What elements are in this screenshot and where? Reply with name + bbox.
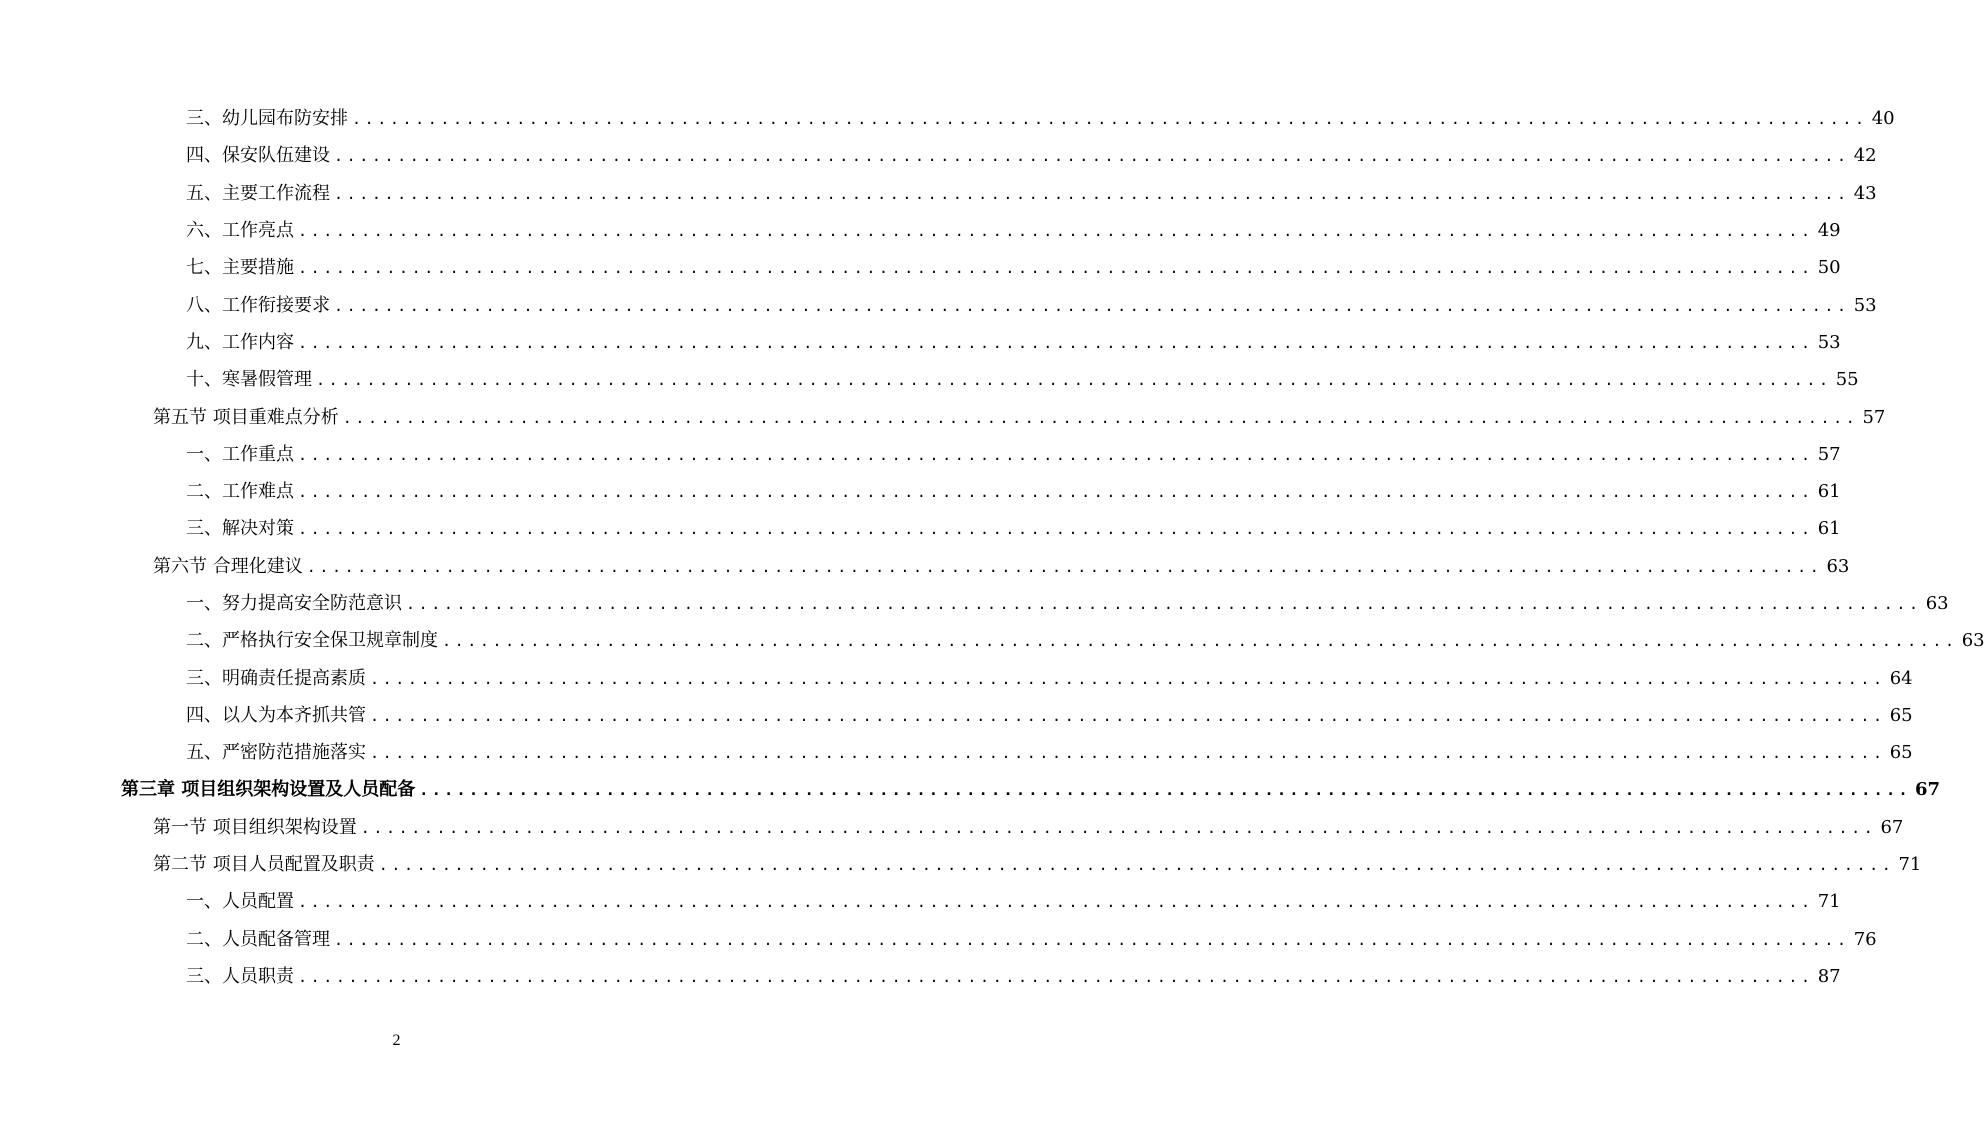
toc-entry-page: 42 <box>1853 145 1877 167</box>
toc-entry-page: 67 <box>1914 779 1941 801</box>
dot-leader: ........................................................................................................................ <box>298 893 1814 912</box>
toc-entry-title: 第六节 合理化建议 <box>153 555 303 577</box>
dot-leader: ........................................................................................................................ <box>298 967 1814 986</box>
toc-entry-page: 64 <box>1889 667 1913 689</box>
toc-entry-title: 九、工作内容 <box>186 331 294 353</box>
toc-entry-page: 87 <box>1817 965 1841 987</box>
dot-leader: ........................................................................................................................ <box>370 744 1886 763</box>
toc-entry-title: 八、工作衔接要求 <box>186 294 330 316</box>
toc-entry-page: 71 <box>1817 891 1841 913</box>
toc-entry-title: 一、工作重点 <box>186 443 294 465</box>
dot-leader: ........................................................................................................................ <box>334 930 1850 949</box>
toc-section-entry <box>0 398 1886 435</box>
dot-leader: ........................................................................................................................ <box>298 222 1814 241</box>
dot-leader: ........................................................................................................................ <box>370 706 1886 725</box>
toc-entry-page: 61 <box>1817 481 1841 503</box>
toc-entry-title: 三、幼儿园布防安排 <box>186 108 348 130</box>
toc-item-entry <box>0 921 1877 958</box>
dot-leader: ........................................................................................................................ <box>334 147 1850 166</box>
toc-entry-page: 63 <box>1925 593 1949 614</box>
dot-leader: ........................................................................................................................ <box>298 333 1814 352</box>
toc-entry-title: 四、以人为本齐抓共管 <box>186 704 366 726</box>
dot-leader: ........................................................................................................................ <box>298 259 1814 278</box>
toc-entry-page: 43 <box>1853 182 1877 204</box>
toc-item-entry <box>0 436 1841 473</box>
toc-entry-title: 一、努力提高安全防范意识 <box>186 593 402 614</box>
page-number: 2 <box>392 1032 401 1049</box>
toc-entry-title: 第一节 项目组织架构设置 <box>153 816 357 838</box>
toc-entry-page: 63 <box>1961 630 1985 652</box>
dot-leader: ........................................................................................................................ <box>406 595 1922 613</box>
toc-section-entry <box>0 809 1904 846</box>
toc-section-entry <box>0 548 1850 585</box>
toc-entry-title: 五、主要工作流程 <box>186 182 330 204</box>
dot-leader: ........................................................................................................................ <box>298 520 1814 539</box>
dot-leader: ........................................................................................................................ <box>360 818 1877 837</box>
toc-entry-page: 63 <box>1826 555 1850 577</box>
toc-entry-page: 65 <box>1889 704 1913 726</box>
toc-entry-title: 二、严格执行安全保卫规章制度 <box>186 630 438 652</box>
toc-chapter-entry <box>0 771 1941 808</box>
toc-entry-page: 71 <box>1898 854 1922 876</box>
toc-entry-page: 61 <box>1817 518 1841 540</box>
toc-entry-page: 55 <box>1835 369 1859 391</box>
dot-leader: ........................................................................................................................ <box>370 669 1886 688</box>
toc-item-entry <box>0 100 1895 137</box>
toc-entry-page: 50 <box>1817 257 1841 279</box>
dot-leader: ........................................................................................................................ <box>334 184 1850 203</box>
dot-leader: ........................................................................................................................ <box>342 408 1859 427</box>
toc-entry-title: 十、寒暑假管理 <box>186 369 312 391</box>
dot-leader: ........................................................................................................................ <box>306 557 1823 576</box>
toc-entry-page: 67 <box>1880 816 1904 838</box>
toc-entry-page: 49 <box>1817 220 1841 242</box>
dot-leader: ........................................................................................................................ <box>298 445 1814 464</box>
toc-entry-title: 六、工作亮点 <box>186 220 294 242</box>
table-of-contents <box>0 100 1985 995</box>
toc-section-entry <box>0 846 1922 883</box>
toc-entry-title: 三、解决对策 <box>186 518 294 540</box>
toc-entry-title: 第二节 项目人员配置及职责 <box>153 854 375 876</box>
dot-leader: ........................................................................................................................ <box>419 781 1911 800</box>
toc-entry-page: 57 <box>1862 406 1886 428</box>
toc-item-entry <box>0 585 1949 622</box>
dot-leader: ........................................................................................................................ <box>316 371 1832 390</box>
toc-entry-page: 65 <box>1889 742 1913 764</box>
toc-entry-title: 第三章 项目组织架构设置及人员配备 <box>121 779 416 801</box>
toc-item-entry <box>0 324 1841 361</box>
toc-item-entry <box>0 286 1877 323</box>
dot-leader: ........................................................................................................................ <box>442 632 1958 651</box>
toc-entry-page: 57 <box>1817 443 1841 465</box>
toc-entry-title: 第五节 项目重难点分析 <box>153 406 339 428</box>
toc-item-entry <box>0 249 1841 286</box>
toc-item-entry <box>0 175 1877 212</box>
toc-entry-title: 五、严密防范措施落实 <box>186 742 366 764</box>
toc-item-entry <box>0 212 1841 249</box>
toc-item-entry <box>0 734 1913 771</box>
toc-entry-page: 53 <box>1817 331 1841 353</box>
dot-leader: ........................................................................................................................ <box>334 296 1850 315</box>
dot-leader: ........................................................................................................................ <box>298 483 1814 502</box>
toc-entry-page: 40 <box>1871 108 1895 130</box>
toc-entry-title: 三、人员职责 <box>186 965 294 987</box>
toc-entry-title: 七、主要措施 <box>186 257 294 279</box>
toc-entry-title: 二、工作难点 <box>186 481 294 503</box>
toc-entry-page: 53 <box>1853 294 1877 316</box>
toc-entry-title: 一、人员配置 <box>186 891 294 913</box>
toc-item-entry <box>0 473 1841 510</box>
toc-item-entry <box>0 361 1859 398</box>
dot-leader: ........................................................................................................................ <box>378 856 1895 875</box>
toc-entry-page: 76 <box>1853 928 1877 950</box>
toc-entry-title: 四、保安队伍建设 <box>186 145 330 167</box>
toc-item-entry <box>0 137 1877 174</box>
toc-item-entry <box>0 622 1985 659</box>
toc-entry-title: 二、人员配备管理 <box>186 928 330 950</box>
toc-item-entry <box>0 697 1913 734</box>
toc-item-entry <box>0 510 1841 547</box>
toc-entry-title: 三、明确责任提高素质 <box>186 667 366 689</box>
toc-item-entry <box>0 958 1841 995</box>
dot-leader: ........................................................................................................................ <box>352 110 1868 129</box>
toc-item-entry <box>0 883 1841 920</box>
toc-item-entry <box>0 659 1913 696</box>
